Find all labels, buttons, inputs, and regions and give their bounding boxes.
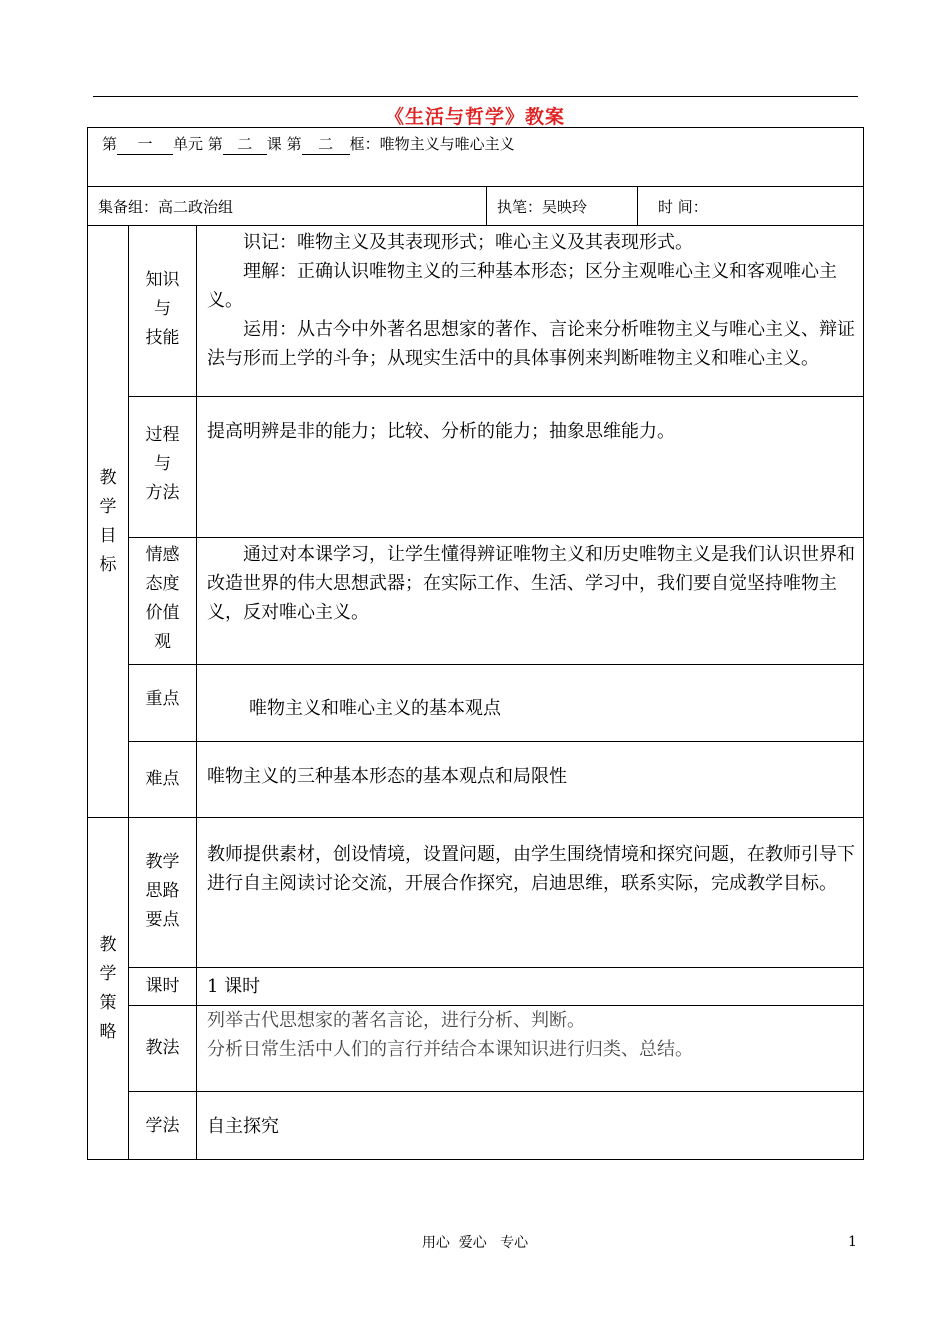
strategy-section-label: 教 学 策 略 [88, 818, 129, 1160]
objective-knowledge-row [88, 226, 864, 397]
emotion-content [197, 538, 864, 665]
process-content: 提高明辨是非的能力；比较、分析的能力；抽象思维能力。 [197, 397, 864, 538]
study-content: 自主探究 [197, 1092, 864, 1160]
method-content [197, 1006, 864, 1092]
key-point-row [88, 665, 864, 742]
difficulty-label: 难点 [129, 742, 197, 818]
hours-row [88, 968, 864, 1006]
header-row-group [88, 187, 864, 226]
hours-content: 1 课时 [197, 968, 864, 1006]
difficulty-row [88, 742, 864, 818]
time-cell: 时 间： [638, 187, 864, 226]
frame-value: 二 [302, 133, 350, 155]
lesson-value: 二 [223, 133, 267, 155]
process-label: 过程 与 方法 [129, 397, 197, 538]
page-number: 1 [848, 1234, 857, 1250]
objectives-section-label: 教 学 目 标 [88, 226, 129, 818]
lesson-suffix: 课 第 [266, 135, 302, 153]
top-rule [93, 96, 858, 97]
unit-suffix: 单元 第 [173, 135, 223, 153]
knowledge-label: 知识 与 技能 [129, 226, 197, 397]
unit-prefix: 第 [102, 135, 118, 153]
document-title: 《生活与哲学》教案 [384, 106, 565, 128]
key-point-content: 唯物主义和唯心主义的基本观点 [197, 665, 864, 742]
idea-content: 教师提供素材，创设情境，设置问题，由学生围绕情境和探究问题，在教师引导下进行自主阅读讨论交流，开展合作探究，启迪思维，联系实际，完成教学目标。 [197, 818, 864, 968]
hours-label: 课时 [129, 968, 197, 1006]
unit-value: 一 [117, 133, 173, 155]
strategy-idea-row [88, 818, 864, 968]
difficulty-content: 唯物主义的三种基本形态的基本观点和局限性 [197, 742, 864, 818]
knowledge-content [197, 226, 864, 397]
method-row [88, 1006, 864, 1092]
knowledge-line: 识记：唯物主义及其表现形式；唯心主义及其表现形式。 [243, 232, 693, 253]
frame-suffix: 框：唯物主义与唯心主义 [349, 135, 515, 153]
study-label: 学法 [129, 1092, 197, 1160]
study-row [88, 1092, 864, 1160]
lesson-plan-table [87, 127, 864, 1160]
knowledge-line: 运用：从古今中外著名思想家的著作、言论来分析唯物主义与唯心主义、辩证法与形而上学的斗争；从现实生活中的具体事例来判断唯物主义和唯心主义。 [207, 319, 855, 369]
header-row-lesson [88, 128, 864, 187]
lesson-info-cell [88, 128, 864, 187]
method-label: 教法 [129, 1006, 197, 1092]
objective-process-row [88, 397, 864, 538]
emotion-text: 通过对本课学习，让学生懂得辨证唯物主义和历史唯物主义是我们认识世界和改造世界的伟大思想武器；在实际工作、生活、学习中，我们要自觉坚持唯物主义，反对唯心主义。 [207, 544, 855, 623]
key-point-label: 重点 [129, 665, 197, 742]
group-cell: 集备组：高二政治组 [88, 187, 487, 226]
objective-emotion-row [88, 538, 864, 665]
method-line: 分析日常生活中人们的言行并结合本课知识进行归类、总结。 [207, 1039, 693, 1060]
idea-label: 教学 思路 要点 [129, 818, 197, 968]
emotion-label: 情感 态度 价值 观 [129, 538, 197, 665]
knowledge-line: 理解：正确认识唯物主义的三种基本形态；区分主观唯心主义和客观唯心主义。 [207, 261, 837, 311]
page-footer: 用心 爱心 专心 [421, 1235, 529, 1251]
method-line: 列举古代思想家的著名言论，进行分析、判断。 [207, 1010, 585, 1031]
author-cell: 执笔：吴映玲 [487, 187, 638, 226]
